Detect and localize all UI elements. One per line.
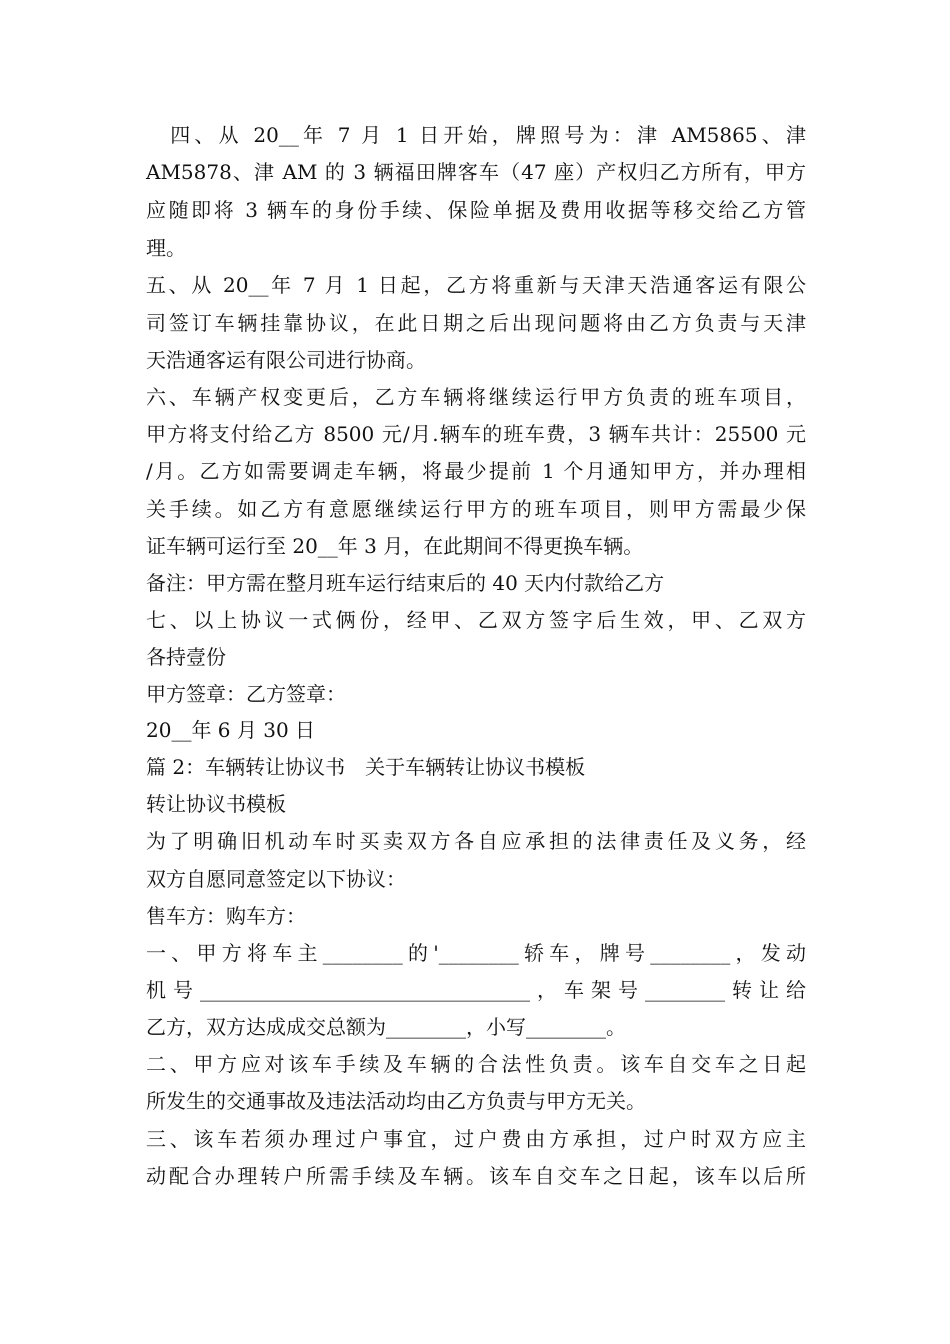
text-line: 转让协议书模板 — [146, 792, 286, 816]
text-line: 证车辆可运行至 20__年 3 月，在此期间不得更换车辆。 — [146, 534, 644, 558]
text-line: 甲方签章：乙方签章： — [146, 682, 346, 706]
text-line: 理。 — [146, 236, 186, 260]
text-line: 六、车辆产权变更后，乙方车辆将继续运行甲方负责的班车项目， — [146, 385, 806, 409]
text-line: 20__年 6 月 30 日 — [146, 718, 316, 742]
text-line: 各持壹份 — [146, 645, 226, 669]
text-line: 应随即将 3 辆车的身份手续、保险单据及费用收据等移交给乙方管 — [146, 198, 806, 222]
text-line: /月。乙方如需要调走车辆，将最少提前 1 个月通知甲方，并办理相 — [146, 459, 806, 483]
text-line: 备注：甲方需在整月班车运行结束后的 40 天内付款给乙方 — [146, 571, 665, 595]
text-line: 所发生的交通事故及违法活动均由乙方负责与甲方无关。 — [146, 1089, 646, 1113]
text-line: 司签订车辆挂靠协议，在此日期之后出现问题将由乙方负责与天津 — [146, 311, 806, 335]
text-line: 三、该车若须办理过户事宜，过户费由方承担，过户时双方应主 — [146, 1127, 806, 1151]
text-line: 七、以上协议一式俩份，经甲、乙双方签字后生效，甲、乙双方 — [146, 608, 806, 632]
section-heading: 篇 2：车辆转让协议书 关于车辆转让协议书模板 — [146, 755, 586, 779]
text-line: 五、从 20__年 7 月 1 日起，乙方将重新与天津天浩通客运有限公 — [146, 273, 806, 297]
text-line: 双方自愿同意签定以下协议： — [146, 867, 406, 891]
text-line: AM5878、津 AM 的 3 辆福田牌客车（47 座）产权归乙方所有，甲方 — [146, 160, 806, 184]
text-line: 机号_________________________________，车架号________转让给 — [146, 978, 806, 1002]
text-line: 动配合办理转户所需手续及车辆。该车自交车之日起，该车以后所 — [146, 1164, 806, 1188]
text-line: 一、甲方将车主________的'________轿车，牌号________，发动 — [146, 941, 806, 965]
text-line: 二、甲方应对该车手续及车辆的合法性负责。该车自交车之日起 — [146, 1052, 806, 1076]
text-line: 甲方将支付给乙方 8500 元/月.辆车的班车费，3 辆车共计：25500 元 — [146, 422, 806, 446]
text-line: 关手续。如乙方有意愿继续运行甲方的班车项目，则甲方需最少保 — [146, 497, 806, 521]
text-line: 为了明确旧机动车时买卖双方各自应承担的法律责任及义务，经 — [146, 829, 806, 853]
text-line: 售车方：购车方： — [146, 904, 306, 928]
text-line: 四、从 20__年 7 月 1 日开始，牌照号为：津 AM5865、津 — [146, 123, 806, 147]
text-line: 天浩通客运有限公司进行协商。 — [146, 348, 426, 372]
text-line: 乙方，双方达成成交总额为________，小写________。 — [146, 1015, 626, 1039]
